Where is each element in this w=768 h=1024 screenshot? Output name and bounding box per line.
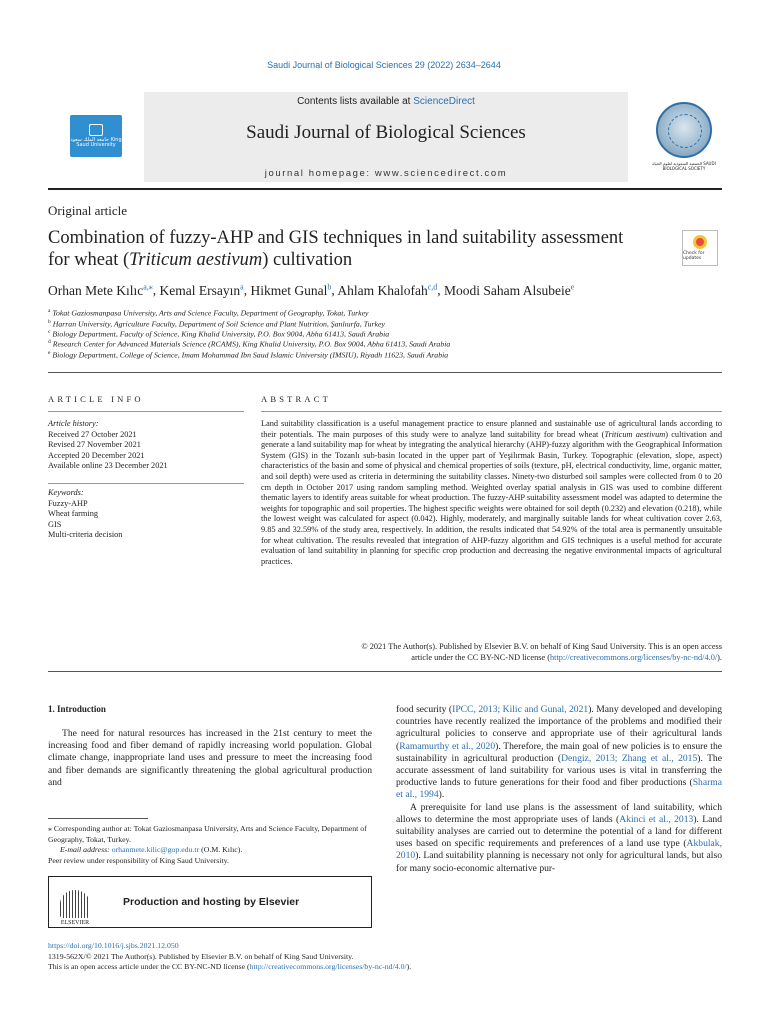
affiliation: $^e$ Biology Department, College of Science, Imam Mohammad Ibn Saud Islamic University (IMSIU), Riyadh 11623, Saudi Arabia — [48, 350, 449, 360]
elsevier-logo: ELSEVIER — [49, 878, 101, 926]
history-item: Received 27 October 2021 — [48, 429, 137, 439]
citation-link[interactable]: Ramamurthy et al., 2020 — [399, 740, 496, 752]
palm-emblem-icon — [89, 124, 103, 136]
intro-left-paragraph: The need for natural resources has increased in the 21st century to meet the increasing food and fiber demand of rapidly increasing world population. Global climate change, inappropriate land uses and pressure to meet the increasing food and fiber demands are significantly threatening the global agricultural production and — [48, 728, 372, 788]
sciencedirect-link[interactable]: ScienceDirect — [413, 96, 475, 107]
society-seal-icon — [656, 102, 712, 158]
history-item: Accepted 20 December 2021 — [48, 450, 145, 460]
check-for-updates-button[interactable]: Check for updates — [682, 230, 718, 266]
keywords-rule — [48, 483, 244, 484]
history-item: Available online 23 December 2021 — [48, 461, 168, 471]
abstract-text: Land suitability classification is a useful management practice to ensure planned and sustainable use of agricultural lands according to their potentials. The main purposes of this study were to analyze land suitability for bread wheat (Triticum aestivum) cultivation and generate a land suitability map for wheat by integrating the analytical hierarchy (AHP)-fuzzy algorithm with the Geographical Information System (GIS) in the Tozanlı sub-basin located in the upper part of Yeşilırmak Basin, Turkey. Topographic (elevation, slope, aspect) characteristics of the basin and some of physical and chemical properties of soils (texture, pH, electrical conductivity, lime, organic matter, and soil depth) were used as criteria in determining the suitability classes. Ninety-two disturbed soil samples were collected from 0 to 20 cm depth in October 2017 using random sampling method. Weighted overlay spatial analysis in GIS was used to combine different thematic layers to identify areas suitable for wheat production. The fuzzy-AHP suitability assessment model was adapted to determine the weights for topographic and soil properties. The highest specific weights were obtained for soil depth (0.232) and elevation (0.218), while the lowest weight was calculated for aspect (0.042). Highly, moderately, and marginally suitable lands for wheat cultivation cover 2.63, 9.85 and 32.59% of the study area, respectively. In addition, the results indicated that 54.92% of the total area is permanently unsuitable for wheat cultivation. The results revealed that integration of AHP-fuzzy algorithm and GIS techniques is a useful method for accurate evaluation of land suitability in planning for specific crop production and decreasing the negative environmental impacts of agricultural practices. — [261, 419, 723, 566]
ksu-logo-area — [48, 86, 144, 186]
doi-link[interactable]: https://doi.org/10.1016/j.sjbs.2021.12.050 — [48, 941, 179, 950]
author-list: Orhan Mete Kılıc$^{a,⁎}$, Kemal Ersayın$^a$, Hikmet Gunal$^b$, Ahlam Khalofah$^{c,d}$, Moodi Saham Alsubeie$^e$ — [48, 282, 575, 298]
keyword: Multi-criteria decision — [48, 530, 123, 540]
abstract-heading: ABSTRACT — [261, 394, 331, 404]
journal-reference[interactable]: Saudi Journal of Biological Sciences 29 (2022) 2634–2644 — [267, 60, 501, 70]
corresponding-author-note: ⁎ Corresponding author at: Tokat Gaziosmanpasa University, Arts and Science Faculty, Department of Geography, Tokat, Turkey. — [48, 824, 367, 844]
history-item: Revised 27 November 2021 — [48, 440, 141, 450]
article-title: Combination of fuzzy-AHP and GIS techniques in land suitability assessment for wheat (Triticum aestivum) cultivation — [48, 228, 624, 270]
journal-homepage: journal homepage: www.sciencedirect.com — [264, 168, 508, 179]
author[interactable]: Moodi Saham Alsubeie$^e$ — [444, 282, 575, 298]
article-info-heading: ARTICLE INFO — [48, 394, 144, 404]
intro-right-column: food security (IPCC, 2013; Kilic and Gunal, 2021). Many developed and developing countries have recently realized the importance of the problems and modified their agricultural policies to conserve and appropriate use of their agricultural lands (Ramamurthy et al., 2020). Therefore, the main goal of new policies is to ensure the sustainability in agricultural production (Dengiz, 2013; Zhang et al., 2015). The accurate assessment of land suitability for various uses is vital in transferring the productive lands to future generations for their food and fiber productions (Sharma et al., 1994). A prerequisite for land use plans is the assessment of land suitability, which allows to determine the most appropriate uses of lands (Akinci et al., 2013). Land suitability analyses are carried out to determine the potential of a land for different uses based on specific requirements and preferences of a land use type (Akbulak, 2010). Land suitability planning is necessary not only for agricultural lands, but also for many socio-economic alternative pur- — [396, 704, 722, 874]
society-name: الجمعية السعودية لعلوم الحياة SAUDI BIOLOGICAL SOCIETY — [652, 160, 716, 171]
affiliation: $^d$ Research Center for Advanced Materials Science (RCAMS), King Khalid University, P.O. Box 9004, Abha 61413, Saudi Arabia — [48, 339, 451, 349]
keyword: GIS — [48, 519, 62, 529]
keyword: Wheat farming — [48, 509, 98, 519]
article-history: Article history: Received 27 October 2021 Revised 27 November 2021 Accepted 20 December 2021 Available online 23 December 2021 — [48, 419, 244, 472]
society-logo-area — [644, 86, 724, 186]
article-info-rule — [48, 411, 244, 412]
issn-line: 1319-562X/© 2021 The Author(s). Published by Elsevier B.V. on behalf of King Saud University. — [48, 951, 354, 961]
citation-link[interactable]: Akinci et al., 2013 — [619, 813, 694, 825]
article-type: Original article — [48, 203, 128, 218]
abstract-copyright: © 2021 The Author(s). Published by Elsevier B.V. on behalf of King Saud University. This is an open access article under the CC BY-NC-ND license (http://creativecommons.org/licenses/by-nc-nd/4.0/). — [361, 642, 722, 662]
ksu-logo — [70, 115, 122, 157]
citation-link[interactable]: IPCC, 2013; Kilic and Gunal, 2021 — [452, 704, 589, 715]
affiliations-divider — [48, 372, 722, 373]
peer-review-note: Peer review under responsibility of King Saud University. — [48, 855, 229, 865]
author[interactable]: Orhan Mete Kılıc$^{a,⁎}$ — [48, 282, 153, 298]
citation-link[interactable]: Akbulak, 2010 — [396, 838, 722, 862]
crossmark-icon — [693, 235, 707, 249]
footnote-divider — [48, 818, 148, 819]
contents-line: Contents lists available at ScienceDirect — [297, 96, 475, 107]
abstract-divider — [48, 671, 722, 672]
abstract-rule — [261, 411, 722, 412]
production-hosting-text: Production and hosting by Elsevier — [123, 896, 300, 908]
citation-link[interactable]: Sharma et al., 1994 — [396, 777, 722, 801]
affiliation: $^c$ Biology Department, Faculty of Science, King Khalid University, P.O. Box 9004, Abha 61413, Saudi Arabia — [48, 329, 390, 339]
citation-link[interactable]: Dengiz, 2013; Zhang et al., 2015 — [561, 752, 698, 764]
section-heading-introduction: 1. Introduction — [48, 704, 106, 714]
author[interactable]: Ahlam Khalofah$^{c,d}$ — [337, 282, 438, 298]
journal-banner — [144, 92, 628, 182]
keywords: Keywords: Fuzzy-AHP Wheat farming GIS Multi-criteria decision — [48, 488, 244, 541]
author[interactable]: Kemal Ersayın$^a$ — [159, 282, 244, 298]
author[interactable]: Hikmet Gunal$^b$ — [250, 282, 332, 298]
affiliation: $^b$ Harran University, Agriculture Faculty, Department of Soil Science and Plant Nutrition, Şanlıurfa, Turkey — [48, 319, 385, 329]
elsevier-tree-icon — [60, 890, 90, 918]
header-divider — [48, 188, 722, 190]
oa-license-link[interactable]: http://creativecommons.org/licenses/by-nc-nd/4.0/ — [249, 962, 407, 972]
elsevier-production-box — [48, 876, 372, 928]
homepage-link[interactable]: www.sciencedirect.com — [374, 168, 508, 179]
license-link[interactable]: http://creativecommons.org/licenses/by-nc-nd/4.0/ — [550, 652, 718, 662]
journal-header — [48, 86, 722, 186]
ksu-logo-text: جامعة الملك سعود King Saud University — [70, 136, 122, 148]
journal-title: Saudi Journal of Biological Sciences — [246, 122, 526, 143]
keyword: Fuzzy-AHP — [48, 498, 88, 508]
affiliation: $^a$ Tokat Gaziosmanpasa University, Arts and Science Faculty, Department of Geography, Tokat, Turkey — [48, 308, 369, 318]
footnotes: ⁎ Corresponding author at: Tokat Gaziosmanpasa University, Arts and Science Faculty, Department of Geography, Tokat, Turkey. E-mail address: orhanmete.kilic@gop.edu.tr (O.M. Kılıc). Peer review under responsibility of King Saud University. — [48, 824, 372, 866]
email-link[interactable]: orhanmete.kilic@gop.edu.tr — [111, 845, 200, 855]
bottom-metadata: https://doi.org/10.1016/j.sjbs.2021.12.050 1319-562X/© 2021 The Author(s). Published by Elsevier B.V. on behalf of King Saud University. This is an open access article under the CC BY-NC-ND license (http://creativecommons.org/licenses/by-nc-nd/4.0/). — [48, 941, 722, 973]
